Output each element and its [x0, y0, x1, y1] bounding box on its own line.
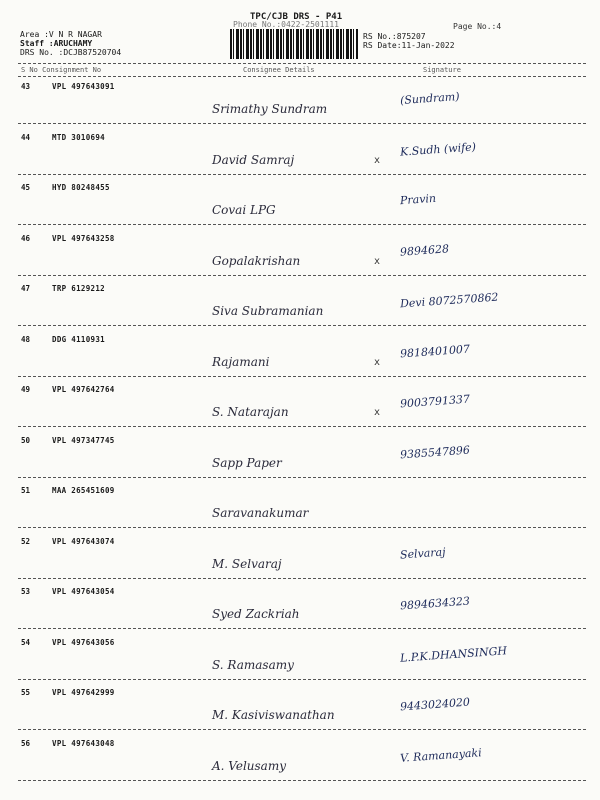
signature: K.Sudh (wife): [399, 139, 477, 159]
col-signature: Signature: [423, 66, 461, 74]
serial-number: 50: [21, 435, 31, 445]
consignment-number: VPL 497643054: [52, 587, 115, 596]
serial-number: 55: [21, 688, 31, 697]
consignee-name: M. Selvaraj: [212, 556, 282, 571]
rs-date: RS Date:11-Jan-2022: [363, 41, 455, 50]
consignment-number: VPL 497643056: [52, 637, 115, 647]
serial-number: 47: [21, 284, 31, 293]
consignee-name: Srimathy Sundram: [212, 102, 328, 116]
area-label: Area :V N R NAGAR: [20, 30, 102, 39]
signature: 9818401007: [399, 342, 471, 360]
signature: L.P.K.DHANSINGH: [399, 643, 508, 665]
cross-mark: x: [374, 154, 381, 166]
cross-mark: x: [374, 407, 381, 418]
consignee-name: Gopalakrishan: [212, 253, 301, 268]
serial-number: 51: [21, 486, 31, 495]
consignee-name: Covai LPG: [212, 203, 276, 217]
consignment-number: VPL 497642764: [52, 385, 115, 394]
row-divider: [18, 628, 586, 629]
signature: (Sundram): [399, 89, 460, 108]
serial-number: 48: [21, 334, 31, 344]
sheet-title: TPC/CJB DRS - P41: [250, 12, 343, 22]
serial-number: 56: [21, 738, 31, 748]
consignment-number: VPL 497643074: [52, 536, 115, 546]
row-divider: [18, 224, 586, 225]
signature: 9894628: [399, 241, 450, 259]
signature: Devi 8072570862: [399, 290, 499, 311]
signature: Selvaraj: [399, 544, 446, 562]
drs-number: DRS No. :DCJB87520704: [20, 48, 122, 57]
header-divider: [18, 63, 586, 64]
consignment-number: HYD 80248455: [52, 183, 110, 192]
row-divider: [18, 477, 586, 478]
page-number: Page No.:4: [453, 22, 502, 31]
consignee-name: M. Kasiviswanathan: [212, 708, 335, 722]
serial-number: 53: [21, 587, 31, 596]
serial-number: 44: [21, 132, 31, 142]
consignment-number: VPL 497347745: [52, 435, 115, 445]
consignment-number: MTD 3010694: [52, 132, 105, 142]
consignee-name: Siva Subramanian: [212, 304, 324, 318]
row-divider: [18, 376, 586, 377]
signature: 9003791337: [399, 392, 471, 411]
barcode: [230, 29, 358, 59]
row-divider: [18, 527, 586, 528]
row-divider: [18, 426, 586, 427]
signature: Pravin: [399, 191, 437, 208]
serial-number: 52: [21, 536, 31, 546]
row-divider: [18, 123, 586, 124]
consignee-name: S. Ramasamy: [212, 657, 294, 672]
consignment-number: MAA 265451609: [52, 486, 115, 495]
signature: 9385547896: [399, 443, 471, 461]
consignment-number: VPL 497643048: [52, 738, 115, 748]
col-consignee-details: Consignee Details: [243, 66, 315, 74]
consignee-name: Rajamani: [212, 354, 270, 369]
staff-label: Staff :ARUCHAMY: [20, 39, 93, 48]
signature: 9894634323: [399, 594, 471, 613]
row-divider: [18, 174, 586, 175]
row-divider: [18, 729, 586, 730]
row-divider: [18, 679, 586, 680]
consignment-number: TRP 6129212: [52, 284, 105, 293]
serial-number: 54: [21, 637, 31, 647]
row-divider: [18, 780, 586, 781]
rs-number: RS No.:875207: [363, 32, 426, 41]
consignment-number: VPL 497643258: [52, 233, 115, 243]
consignment-number: VPL 497643091: [52, 82, 115, 91]
serial-number: 46: [21, 233, 31, 243]
consignee-name: S. Natarajan: [212, 405, 289, 419]
consignee-name: Sapp Paper: [212, 455, 282, 470]
signature: V. Ramanayaki: [399, 745, 483, 765]
row-divider: [18, 578, 586, 579]
consignment-number: DDG 4110931: [52, 334, 105, 344]
serial-number: 43: [21, 82, 31, 91]
cross-mark: x: [374, 356, 381, 368]
consignee-name: David Samraj: [212, 152, 295, 167]
cross-mark: x: [374, 255, 381, 267]
phone-number: Phone No.:0422-2501111: [233, 20, 339, 29]
row-divider: [18, 325, 586, 326]
consignee-name: Saravanakumar: [212, 506, 309, 520]
consignment-number: VPL 497642999: [52, 688, 115, 697]
consignee-name: A. Velusamy: [212, 758, 286, 773]
consignee-name: Syed Zackriah: [212, 607, 300, 621]
serial-number: 49: [21, 385, 31, 394]
signature: 9443024020: [399, 695, 471, 714]
row-divider: [18, 275, 586, 276]
header-divider: [18, 76, 586, 77]
col-sno-consignment: S No Consignment No: [21, 66, 102, 74]
serial-number: 45: [21, 183, 31, 192]
